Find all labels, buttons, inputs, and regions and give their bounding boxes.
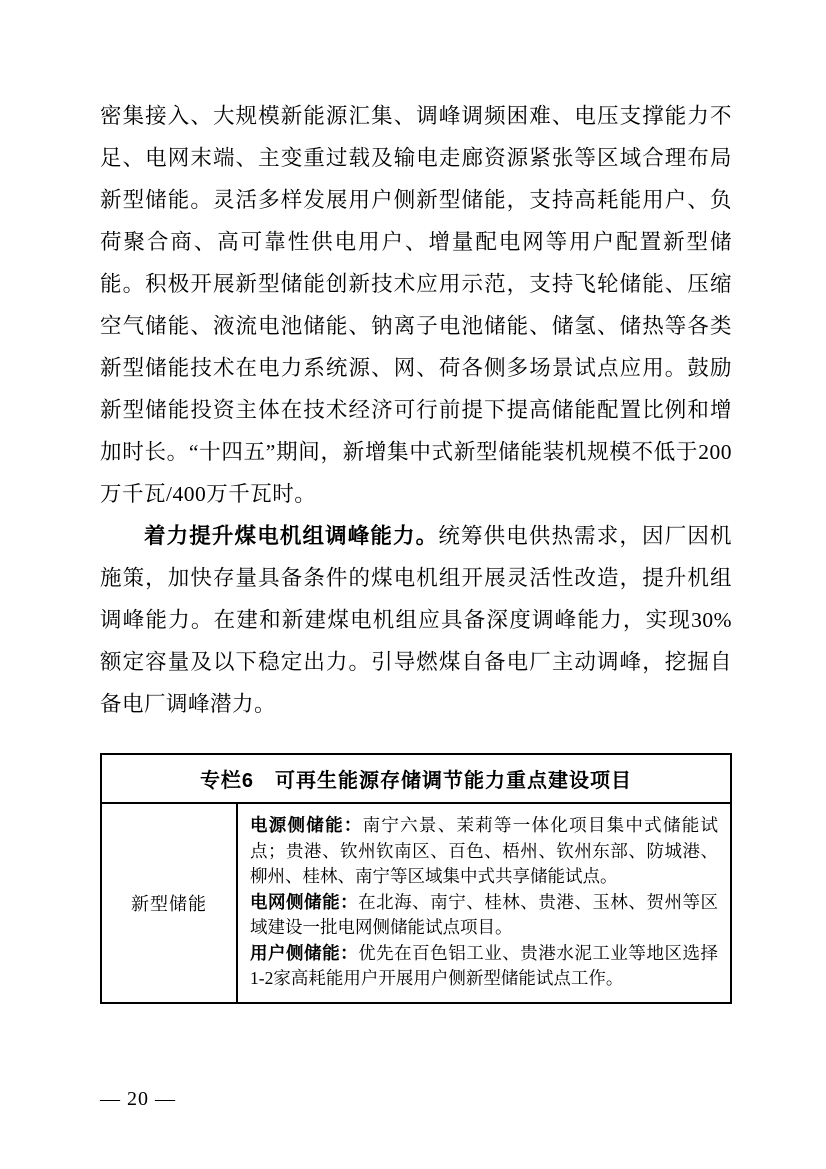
box-item-power-source-side — [250, 813, 718, 890]
body-paragraph-1: 密集接入、大规模新能源汇集、调峰调频困难、电压支撑能力不足、电网末端、主变重过载及输电走廊资源紧张等区域合理布局新型储能。灵活多样发展用户侧新型储能，支持高耗能用户、负荷聚合商、高可靠性供电用户、增量配电网等用户配置新型储能。积极开展新型储能创新技术应用示范，支持飞轮储能、压缩空气储能、液流电池储能、钠离子电池储能、储氢、储热等各类新型储能技术在电力系统源、网、荷各侧多场景试点应用。鼓励新型储能投资主体在技术经济可行前提下提高储能配置比例和增加时长。“十四五”期间，新增集中式新型储能装机规模不低于200万千瓦/400万千瓦时。 — [100, 104, 732, 506]
box-item-grid-side-label: 电网侧储能： — [250, 891, 359, 912]
paragraph-2-text: 统筹供电供热需求，因厂因机施策，加快存量具备条件的煤电机组开展灵活性改造，提升机组调峰能力。在建和新建煤电机组应具备深度调峰能力，实现30%额定容量及以下稳定出力。引导燃煤自备电厂主动调峰，挖掘自备电厂调峰潜力。 — [100, 524, 732, 716]
page-number: — 20 — — [100, 1088, 176, 1110]
box-row-content — [238, 804, 730, 1002]
column-box-6 — [100, 753, 732, 1004]
box-row-label: 新型储能 — [102, 804, 238, 1002]
box-item-power-source-side-text: 南宁六景、茉莉等一体化项目集中式储能试点；贵港、钦州钦南区、百色、梧州、钦州东部、防城港、柳州、桂林、南宁等区域集中式共享储能试点。 — [250, 815, 718, 886]
box-item-user-side-label: 用户侧储能： — [250, 942, 359, 963]
column-box-body — [102, 804, 730, 1002]
paragraph-2-bold-lead: 着力提升煤电机组调峰能力。 — [144, 524, 439, 548]
column-box-title: 专栏6 可再生能源存储调节能力重点建设项目 — [102, 755, 730, 804]
box-item-user-side — [250, 941, 718, 992]
box-item-user-side-text: 优先在百色铝工业、贵港水泥工业等地区选择1-2家高耗能用户开展用户侧新型储能试点工作。 — [250, 942, 719, 988]
box-item-grid-side-text: 在北海、南宁、桂林、贵港、玉林、贺州等区域建设一批电网侧储能试点项目。 — [250, 891, 719, 937]
box-item-power-source-side-label: 电源侧储能： — [250, 815, 363, 835]
body-paragraph-2 — [100, 515, 732, 725]
page-content — [100, 95, 732, 1004]
box-item-grid-side — [250, 890, 718, 941]
